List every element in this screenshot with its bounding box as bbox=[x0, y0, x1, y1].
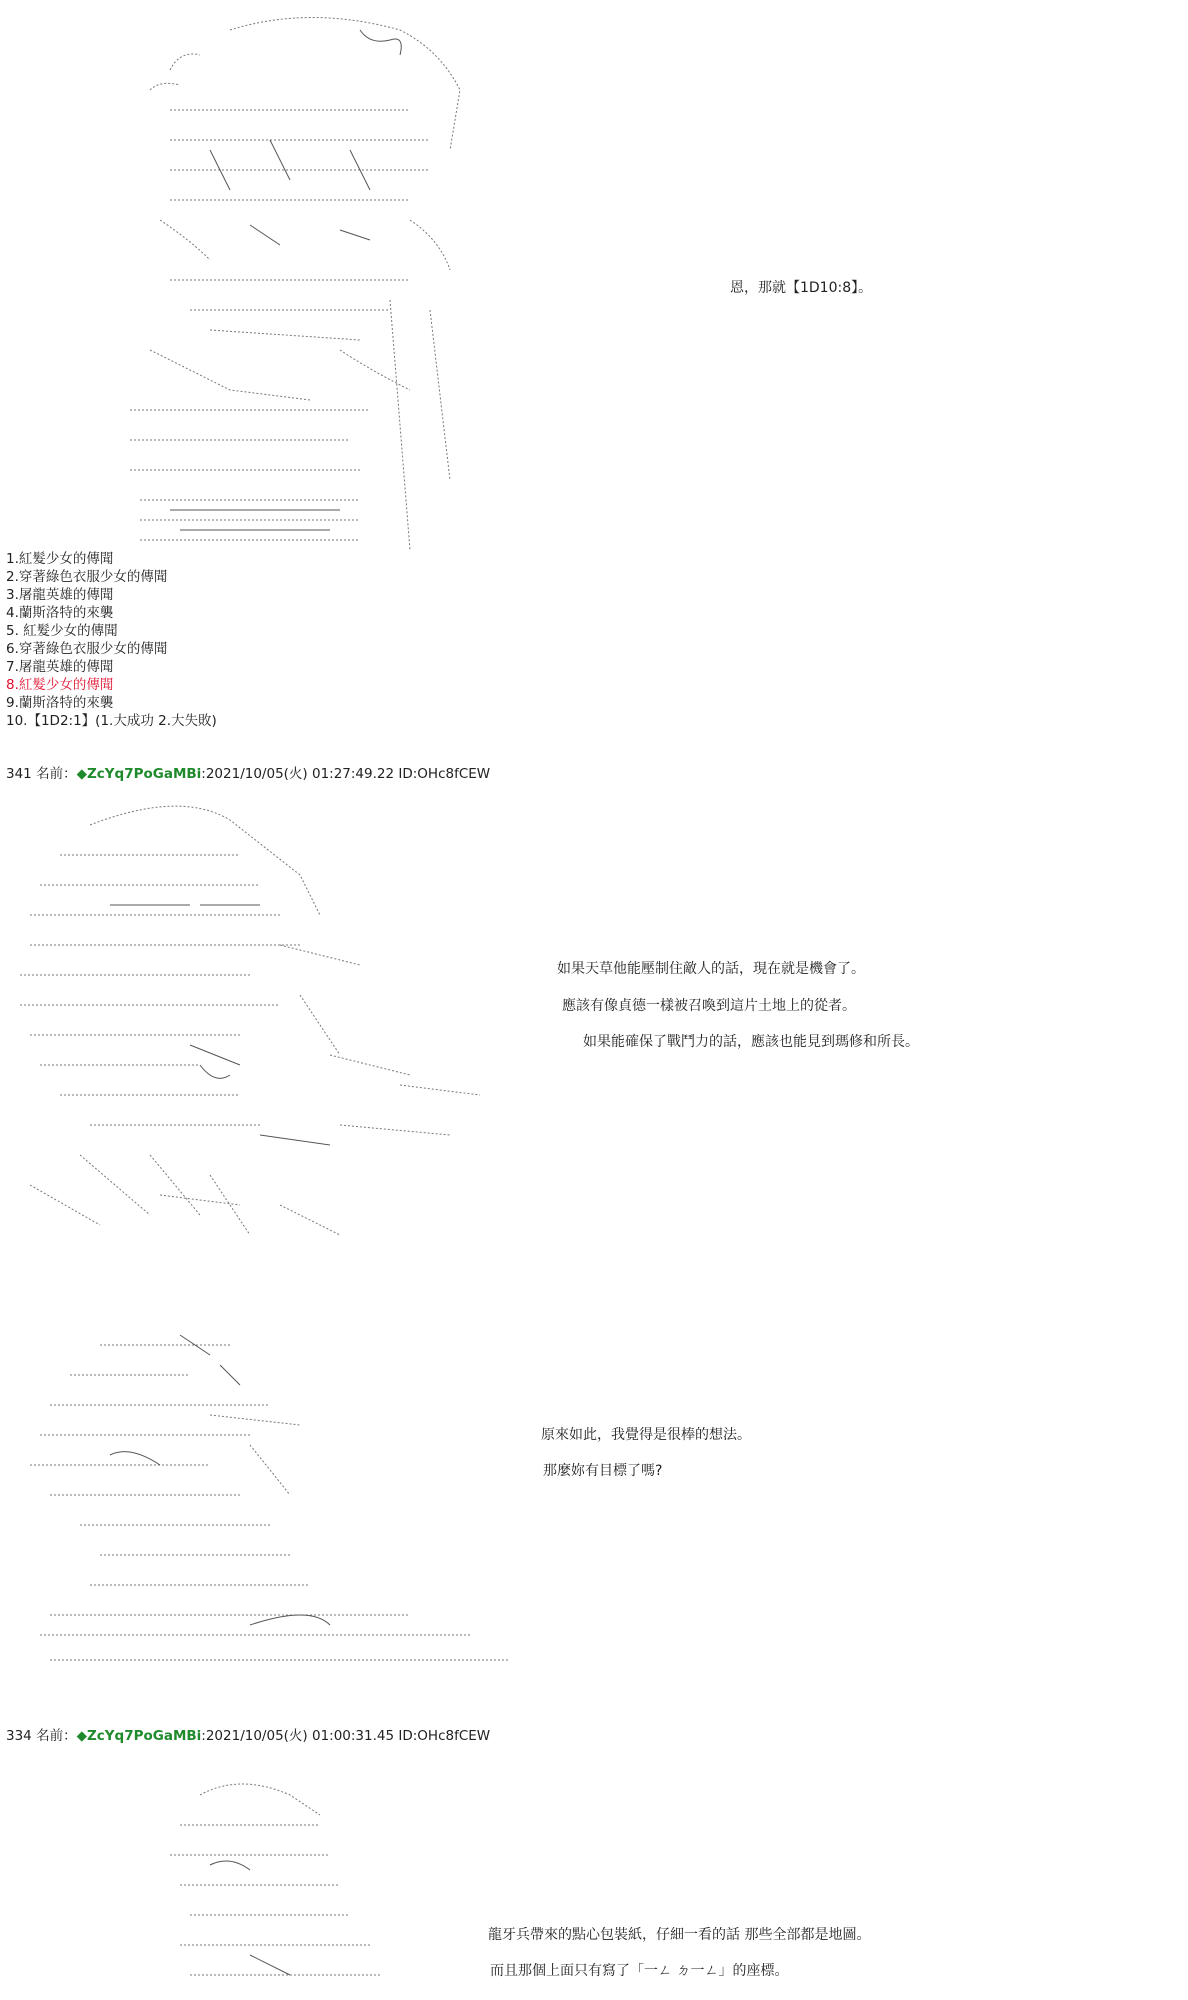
dialog-line: 應該有像貞德一樣被召喚到這片土地上的從者。 bbox=[562, 998, 856, 1014]
list-item: 7.屠龍英雄的傳聞 bbox=[6, 659, 114, 675]
result-list bbox=[6, 550, 217, 730]
name-label: 名前： bbox=[36, 766, 77, 782]
post-header-341 bbox=[6, 765, 490, 783]
post-datetime: :2021/10/05(火) 01:27:49.22 ID:OHc8fCEW bbox=[201, 766, 491, 782]
ascii-art-figure-3 bbox=[10, 1325, 530, 1685]
list-item: 1.紅髮少女的傳聞 bbox=[6, 551, 114, 567]
tripcode[interactable]: ◆ZcYq7PoGaMBi bbox=[76, 1728, 202, 1744]
list-item-highlighted: 8.紅髮少女的傳聞 bbox=[6, 677, 114, 693]
post-number: 341 bbox=[6, 766, 32, 782]
dialog-line: 那麼妳有目標了嗎? bbox=[543, 1463, 663, 1479]
dialog-line: 如果天草他能壓制住敵人的話，現在就是機會了。 bbox=[557, 961, 865, 977]
dialog-line: 恩，那就【1D10:8】。 bbox=[730, 280, 873, 296]
ascii-art-figure-4 bbox=[150, 1775, 410, 2000]
list-item: 6.穿著綠色衣服少女的傳聞 bbox=[6, 641, 168, 657]
list-item: 4.蘭斯洛特的來襲 bbox=[6, 605, 114, 621]
dialog-line: 龍牙兵帶來的點心包裝紙，仔細一看的話 那些全部都是地圖。 bbox=[488, 1927, 871, 1943]
dialog-line: 而且那個上面只有寫了「一ㄥ ㄉ一ㄥ」的座標。 bbox=[490, 1963, 789, 1979]
tripcode[interactable]: ◆ZcYq7PoGaMBi bbox=[76, 766, 202, 782]
dialog-line: 如果能確保了戰鬥力的話，應該也能見到瑪修和所長。 bbox=[583, 1034, 919, 1050]
list-item: 2.穿著綠色衣服少女的傳聞 bbox=[6, 569, 168, 585]
list-item: 9.蘭斯洛特的來襲 bbox=[6, 695, 114, 711]
list-item: 3.屠龍英雄的傳聞 bbox=[6, 587, 114, 603]
list-item: 5. 紅髮少女的傳聞 bbox=[6, 623, 118, 639]
ascii-art-figure-2 bbox=[0, 795, 500, 1255]
dialog-line: 原來如此，我覺得是很棒的想法。 bbox=[541, 1427, 751, 1443]
name-label: 名前： bbox=[36, 1728, 77, 1744]
post-number: 334 bbox=[6, 1728, 32, 1744]
post-header-334 bbox=[6, 1727, 490, 1745]
post-datetime: :2021/10/05(火) 01:00:31.45 ID:OHc8fCEW bbox=[201, 1728, 491, 1744]
ascii-art-figure-1 bbox=[110, 10, 510, 550]
list-item: 10.【1D2:1】(1.大成功 2.大失敗) bbox=[6, 713, 217, 729]
